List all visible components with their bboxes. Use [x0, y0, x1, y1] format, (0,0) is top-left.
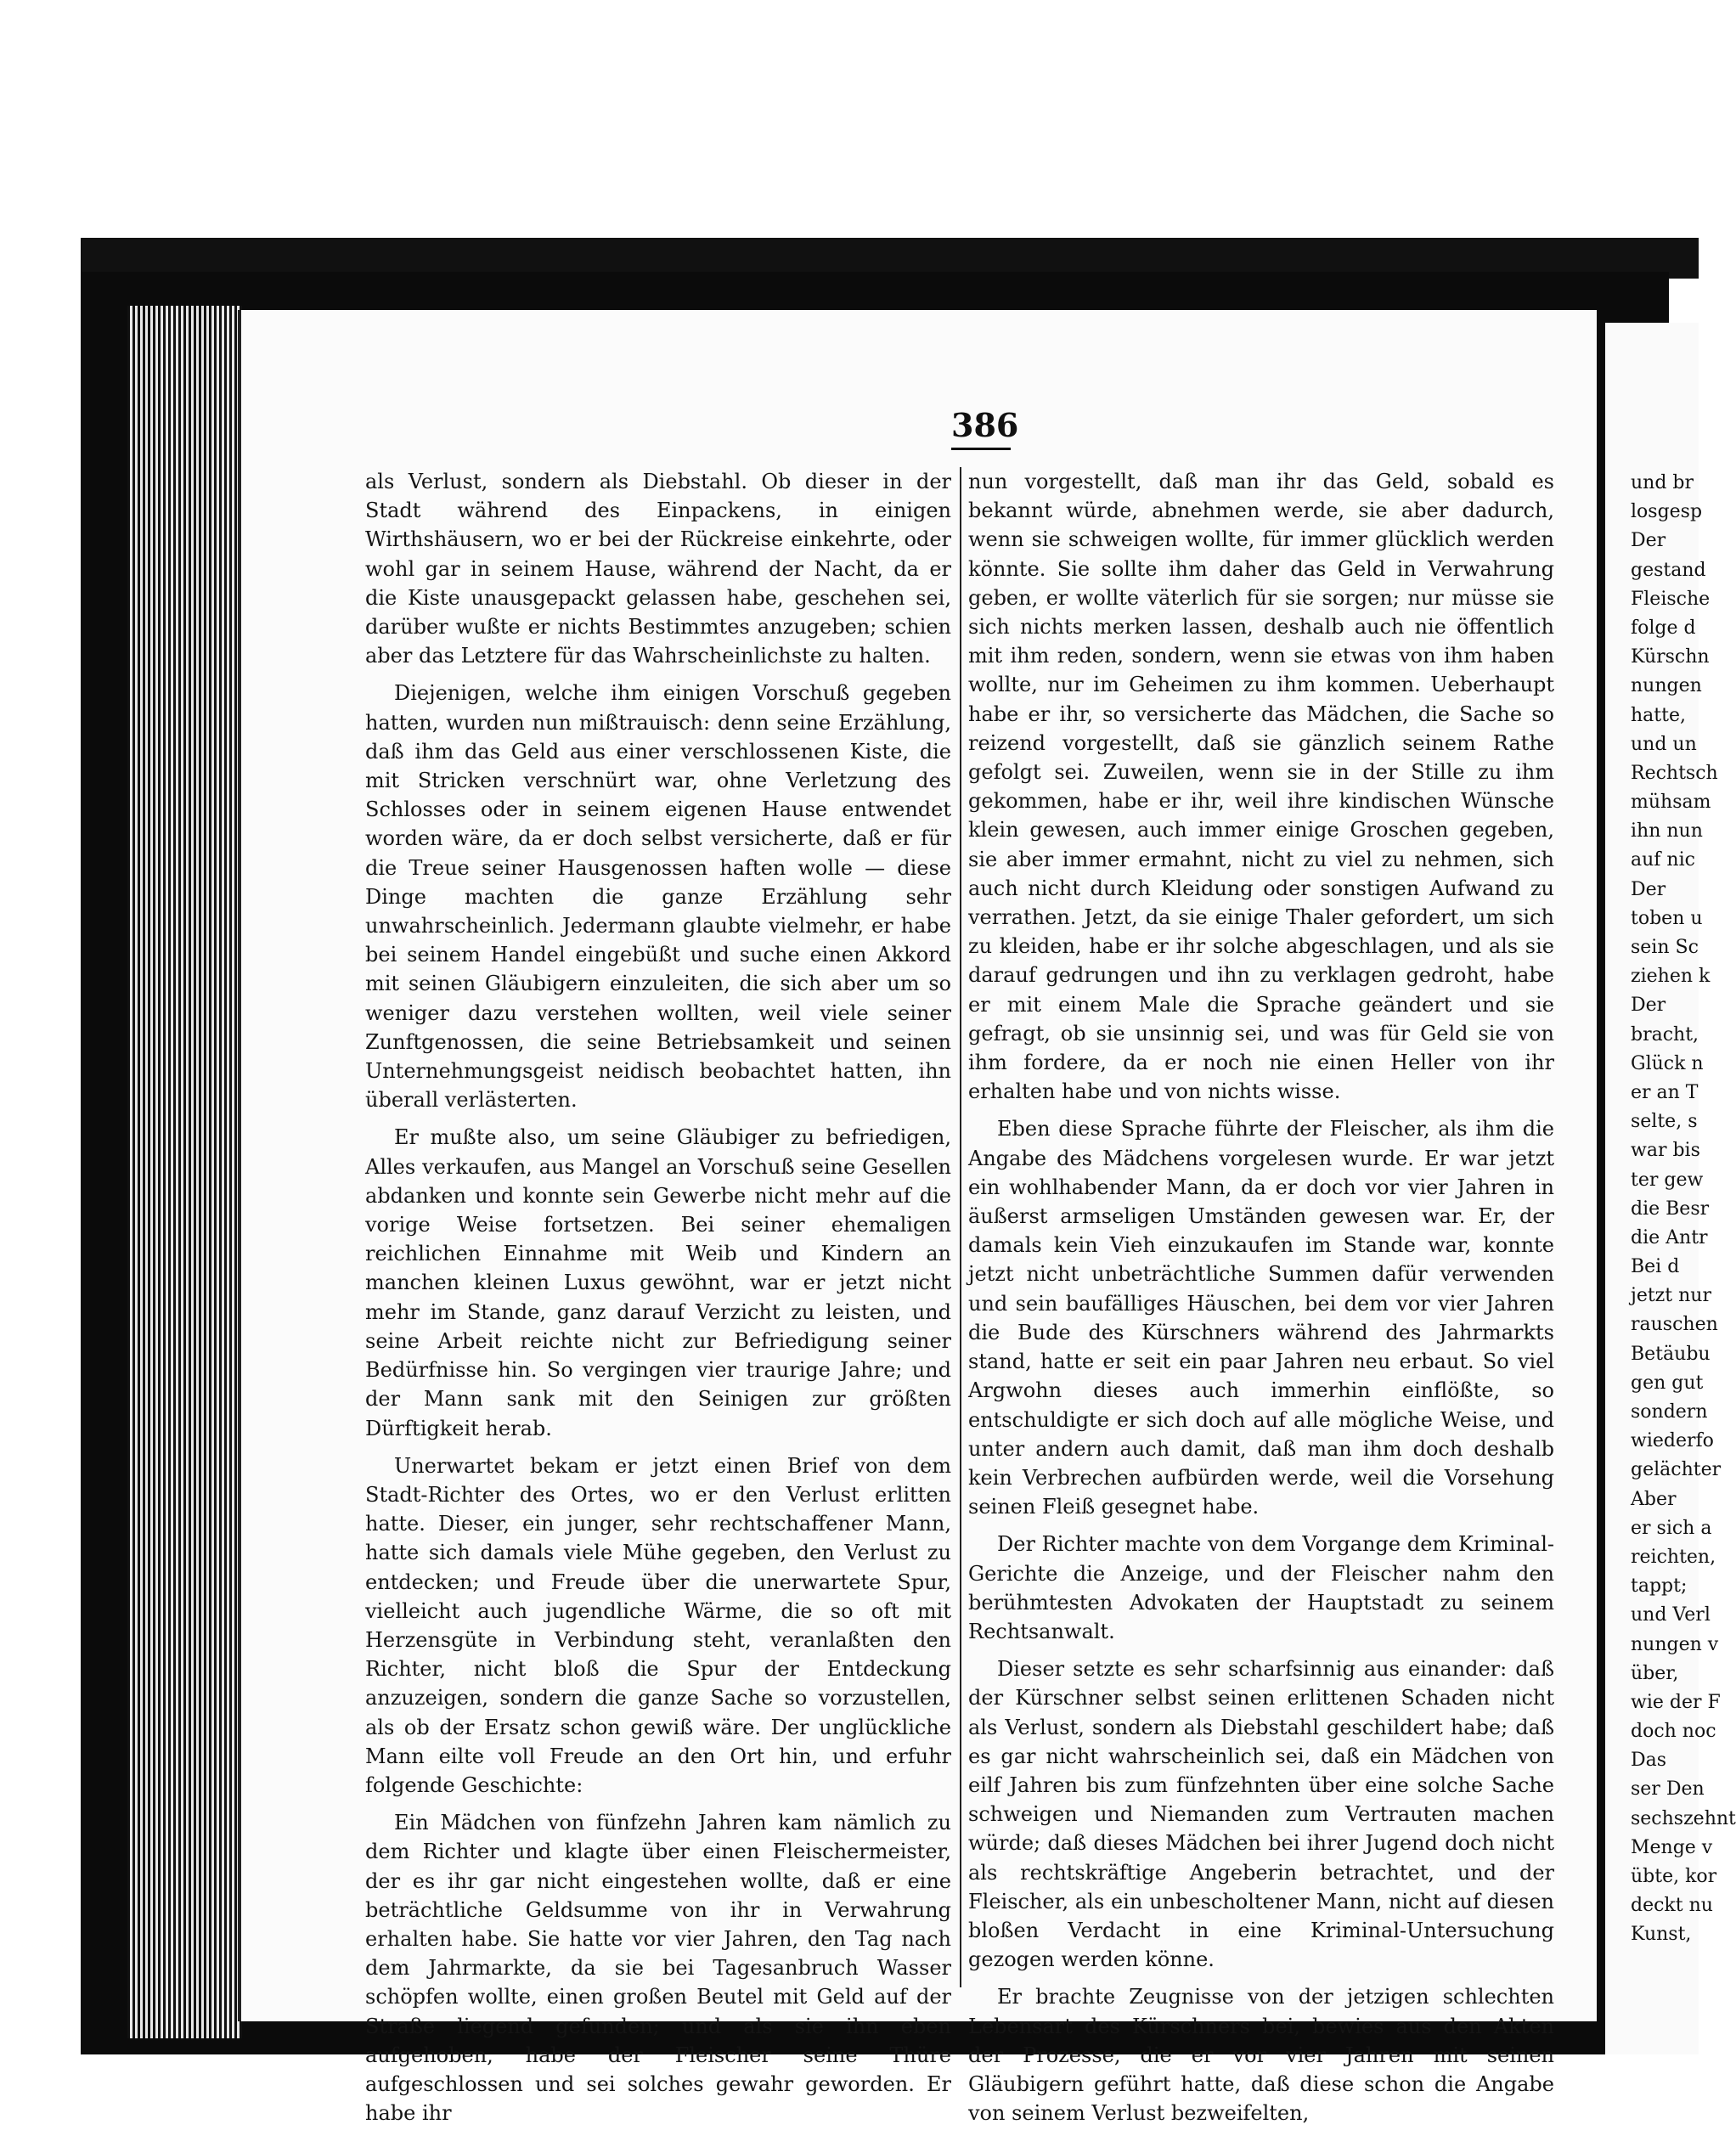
fragment-line: auf nic [1631, 849, 1695, 871]
fragment-line: Bei d [1631, 1256, 1680, 1278]
fragment-line: Menge v [1631, 1836, 1713, 1858]
fragment-line: Das [1631, 1750, 1667, 1772]
page-number: 386 [951, 406, 1011, 450]
fragment-line: Der [1631, 995, 1666, 1017]
fragment-line: sechszehnt [1631, 1807, 1736, 1829]
fragment-line: er sich a [1631, 1517, 1712, 1539]
fragment-line: Kürschn [1631, 646, 1710, 668]
fragment-line: Fleische [1631, 588, 1711, 610]
fragment-line: Rechtsch [1631, 762, 1718, 784]
paragraph: Er brachte Zeugnisse von der jetzigen schlechten Lebensart des Kürschners bei, bewies aus den Akten der Prozesse, die er vor vier Jahren mit seinen Gläubigern geführt hatte, daß diese schon die Angabe von seinem Verlust bezweifelten, [968, 1985, 1554, 2126]
fragment-line: tappt; [1631, 1575, 1688, 1598]
paragraph: Diejenigen, welche ihm einigen Vorschuß gegeben hatten, wurden nun mißtrauisch: denn seine Erzählung, daß ihm das Geld aus einer verschlossenen Kiste, die mit Stricken verschnürt war, ohne Verletzung des Schlosses oder in seinem eigenen Hause entwendet worden wäre, da er doch selbst versicherte, daß er für die Treue seiner Hausgenossen haften wolle — diese Dinge machten die ganze Erzählung sehr unwahrscheinlich. Jedermann glaubte vielmehr, er habe bei seinem Handel eingebüßt und suche einen Akkord mit seinen Gläubigern einzuleiten, die sich aber um so weniger dazu verstehen wollten, weil viele seiner Zunftgenossen, die seine Betriebsamkeit und seinen Unternehmungsgeist neidisch beobachtet hatten, ihn überall verlästerten. [365, 681, 951, 1113]
fragment-line: Betäubu [1631, 1343, 1711, 1365]
fragment-line: Aber [1631, 1488, 1677, 1510]
fragment-line: reichten, [1631, 1546, 1716, 1568]
fragment-line: ziehen k [1631, 966, 1711, 988]
column-divider [960, 467, 961, 1987]
fragment-line: er an T [1631, 1081, 1699, 1103]
fragment-line: die Antr [1631, 1226, 1708, 1248]
paragraph: nun vorgestellt, daß man ihr das Geld, sobald es bekannt würde, abnehmen werde, sie aber dadurch, wenn sie schweigen wollte, für immer glücklich werden könnte. Sie sollte ihm daher das Geld in Verwahrung geben, er wollte väterlich für sie sorgen; nur müsse sie sich nichts merken lassen, deshalb auch nie öffentlich mit ihm reden, sondern, wenn sie etwas von ihm haben wollte, nur im Geheimen zu ihm kommen. Ueberhaupt habe er ihr, so versicherte das Mädchen, die Sache so reizend vorgestellt, daß sie gänzlich seinem Rathe gefolgt sei. Zuweilen, wenn sie in der Stille zu ihm gekommen, habe er ihr, weil ihre kindischen Wünsche klein gewesen, auch immer einige Groschen gegeben, sie aber immer ermahnt, nicht zu viel zu nehmen, sich auch nicht durch Kleidung oder sonstigen Aufwand zu verrathen. Jetzt, da sie einige Thaler gefordert, um sich zu kleiden, habe er ihr solche abgeschlagen, und als sie darauf gedrungen und ihn zu verklagen gedroht, habe er mit einem Male die Sprache geändert und sie gefragt, ob sie unsinnig sei, und was für Geld sie von ihm fordere, da er noch nie einen Heller von ihr erhalten habe und von nichts wisse. [968, 470, 1554, 1104]
fragment-line: gen gut [1631, 1372, 1704, 1394]
fragment-line: rauschen [1631, 1314, 1718, 1336]
fragment-line: jetzt nur [1631, 1285, 1711, 1307]
fragment-line: und un [1631, 733, 1697, 755]
fragment-line: ser Den [1631, 1778, 1705, 1801]
paragraph: Er mußte also, um seine Gläubiger zu befriedigen, Alles verkaufen, aus Mangel an Vorschuß seine Gesellen abdanken und konnte sein Gewerbe nicht mehr auf die vorige Weise fortsetzen. Bei seiner ehemaligen reichlichen Einnahme mit Weib und Kindern an manchen kleinen Luxus gewöhnt, war er jetzt nicht mehr im Stande, ganz darauf Verzicht zu leisten, und seine Arbeit reichte nicht zur Befriedigung seiner Bedürfnisse hin. So vergingen vier traurige Jahre; und der Mann sank mit den Seinigen zur größten Dürftigkeit herab. [365, 1125, 951, 1440]
fragment-line: sein Sc [1631, 937, 1699, 958]
fragment-line: sondern [1631, 1401, 1708, 1423]
fragment-line: Der [1631, 530, 1666, 552]
fragment-line: Glück n [1631, 1052, 1704, 1074]
fragment-line: mühsam [1631, 792, 1711, 814]
paragraph: Dieser setzte es sehr scharfsinnig aus einander: daß der Kürschner selbst seinen erlittenen Schaden nicht als Verlust, sondern als Diebstahl geschildert habe; daß es gar nicht wahrscheinlich sei, daß ein Mädchen von eilf Jahren bis zum fünfzehnten über eine solche Sache schweigen und Niemanden zum Vertrauten machen würde; daß dieses Mädchen bei ihrer Jugend doch nicht als rechtskräftige Angeberin betrachtet, und der Fleischer, als ein unbescholtener Mann, nicht auf diesen bloßen Verdacht in eine Kriminal-Untersuchung gezogen werden könne. [968, 1657, 1554, 1972]
fragment-line: deckt nu [1631, 1895, 1713, 1917]
fragment-line: ter gew [1631, 1169, 1704, 1191]
fragment-line: bracht, [1631, 1023, 1699, 1045]
fragment-line: die Besr [1631, 1198, 1710, 1220]
paragraph: Der Richter machte von dem Vorgange dem Kriminal-Gerichte die Anzeige, und der Fleischer nahm den berühmtesten Advokaten der Hauptstadt zu seinem Rechtsanwalt. [968, 1532, 1554, 1643]
paragraph: Unerwartet bekam er jetzt einen Brief von dem Stadt-Richter des Ortes, wo er den Verlust erlitten hatte. Dieser, ein junger, sehr rechtschaffener Mann, hatte sich damals viele Mühe gegeben, den Verlust zu entdecken; und Freude über die unerwartete Spur, vielleicht auch jugendliche Wärme, die so oft mit Herzensgüte in Verbindung steht, veranlaßten den Richter, nicht bloß die Spur der Entdeckung anzuzeigen, sondern die ganze Sache so vorzustellen, als ob der Ersatz schon gewiß wäre. Der unglückliche Mann eilte voll Freude an den Ort hin, und erfuhr folgende Geschichte: [365, 1453, 951, 1797]
fragment-line: losgesp [1631, 501, 1703, 523]
adjacent-page-text-fragments [1631, 469, 1736, 1950]
left-text-column [365, 467, 951, 2136]
fragment-line: hatte, [1631, 704, 1686, 726]
fragment-line: folge d [1631, 617, 1696, 639]
fragment-line: und br [1631, 472, 1694, 493]
fragment-line: Kunst, [1631, 1924, 1692, 1946]
fragment-line: selte, s [1631, 1111, 1698, 1133]
fragment-line: gelächter [1631, 1459, 1722, 1481]
fragment-line: übte, kor [1631, 1866, 1717, 1887]
fragment-line: ihn nun [1631, 820, 1703, 843]
fragment-line: gestand [1631, 559, 1706, 581]
paragraph: Ein Mädchen von fünfzehn Jahren kam nämlich zu dem Richter und klagte über einen Fleischermeister, der es ihr gar nicht eingestehen wollte, daß er eine beträchtliche Geldsumme von ihr in Verwahrung erhalten habe. Sie hatte vor vier Jahren, den Tag nach dem Jahrmarkte, da sie bei Tagesanbruch Wasser schöpfen wollte, einen großen Beutel mit Geld auf der Straße liegend gefunden; und als sie ihn eben aufgehoben, habe der Fleischer seine Thüre aufgeschlossen und sei solches gewahr geworden. Er habe ihr [365, 1811, 951, 2126]
fragment-line: Der [1631, 878, 1666, 900]
fragment-line: wiederfo [1631, 1430, 1714, 1452]
fragment-line: wie der F [1631, 1691, 1721, 1713]
paragraph: Eben diese Sprache führte der Fleischer, als ihm die Angabe des Mädchens vorgelesen wurde. Er war jetzt ein wohlhabender Mann, da er doch vor vier Jahren in äußerst armseligen Umständen gewesen war. Er, der damals kein Vieh einzukaufen im Stande war, konnte jetzt nicht unbeträchtliche Summen dafür verwenden und sein baufälliges Häuschen, bei dem vor vier Jahren die Bude des Kürschners während des Jahrmarkts stand, hatte er seit ein paar Jahren neu erbaut. So viel Argwohn dieses auch immerhin einflößte, so entschuldigte er sich doch auf alle mögliche Weise, und unter andern auch damit, daß man ihm doch deshalb kein Verbrechen aufbürden werde, weil die Vorsehung seinen Fleiß gesegnet habe. [968, 1117, 1554, 1519]
fragment-line: über, [1631, 1662, 1679, 1684]
fragment-line: war bis [1631, 1140, 1700, 1162]
fragment-line: und Verl [1631, 1604, 1711, 1626]
fragment-line: nungen [1631, 675, 1702, 697]
page-stack-edge [127, 306, 242, 2038]
fragment-line: toben u [1631, 907, 1703, 929]
paragraph: als Verlust, sondern als Diebstahl. Ob dieser in der Stadt während des Einpackens, in einigen Wirthshäusern, wo er bei der Rückreise einkehrte, oder wohl gar in seinem Hause, während der Nacht, da er die Kiste unausgepackt gelassen habe, geschehen sei, darüber wußte er nichts Bestimmtes anzugeben; schien aber das Letztere für das Wahrscheinlichste zu halten. [365, 470, 951, 668]
right-text-column [968, 467, 1554, 2136]
fragment-line: doch noc [1631, 1721, 1716, 1743]
fragment-line: nungen v [1631, 1633, 1719, 1655]
